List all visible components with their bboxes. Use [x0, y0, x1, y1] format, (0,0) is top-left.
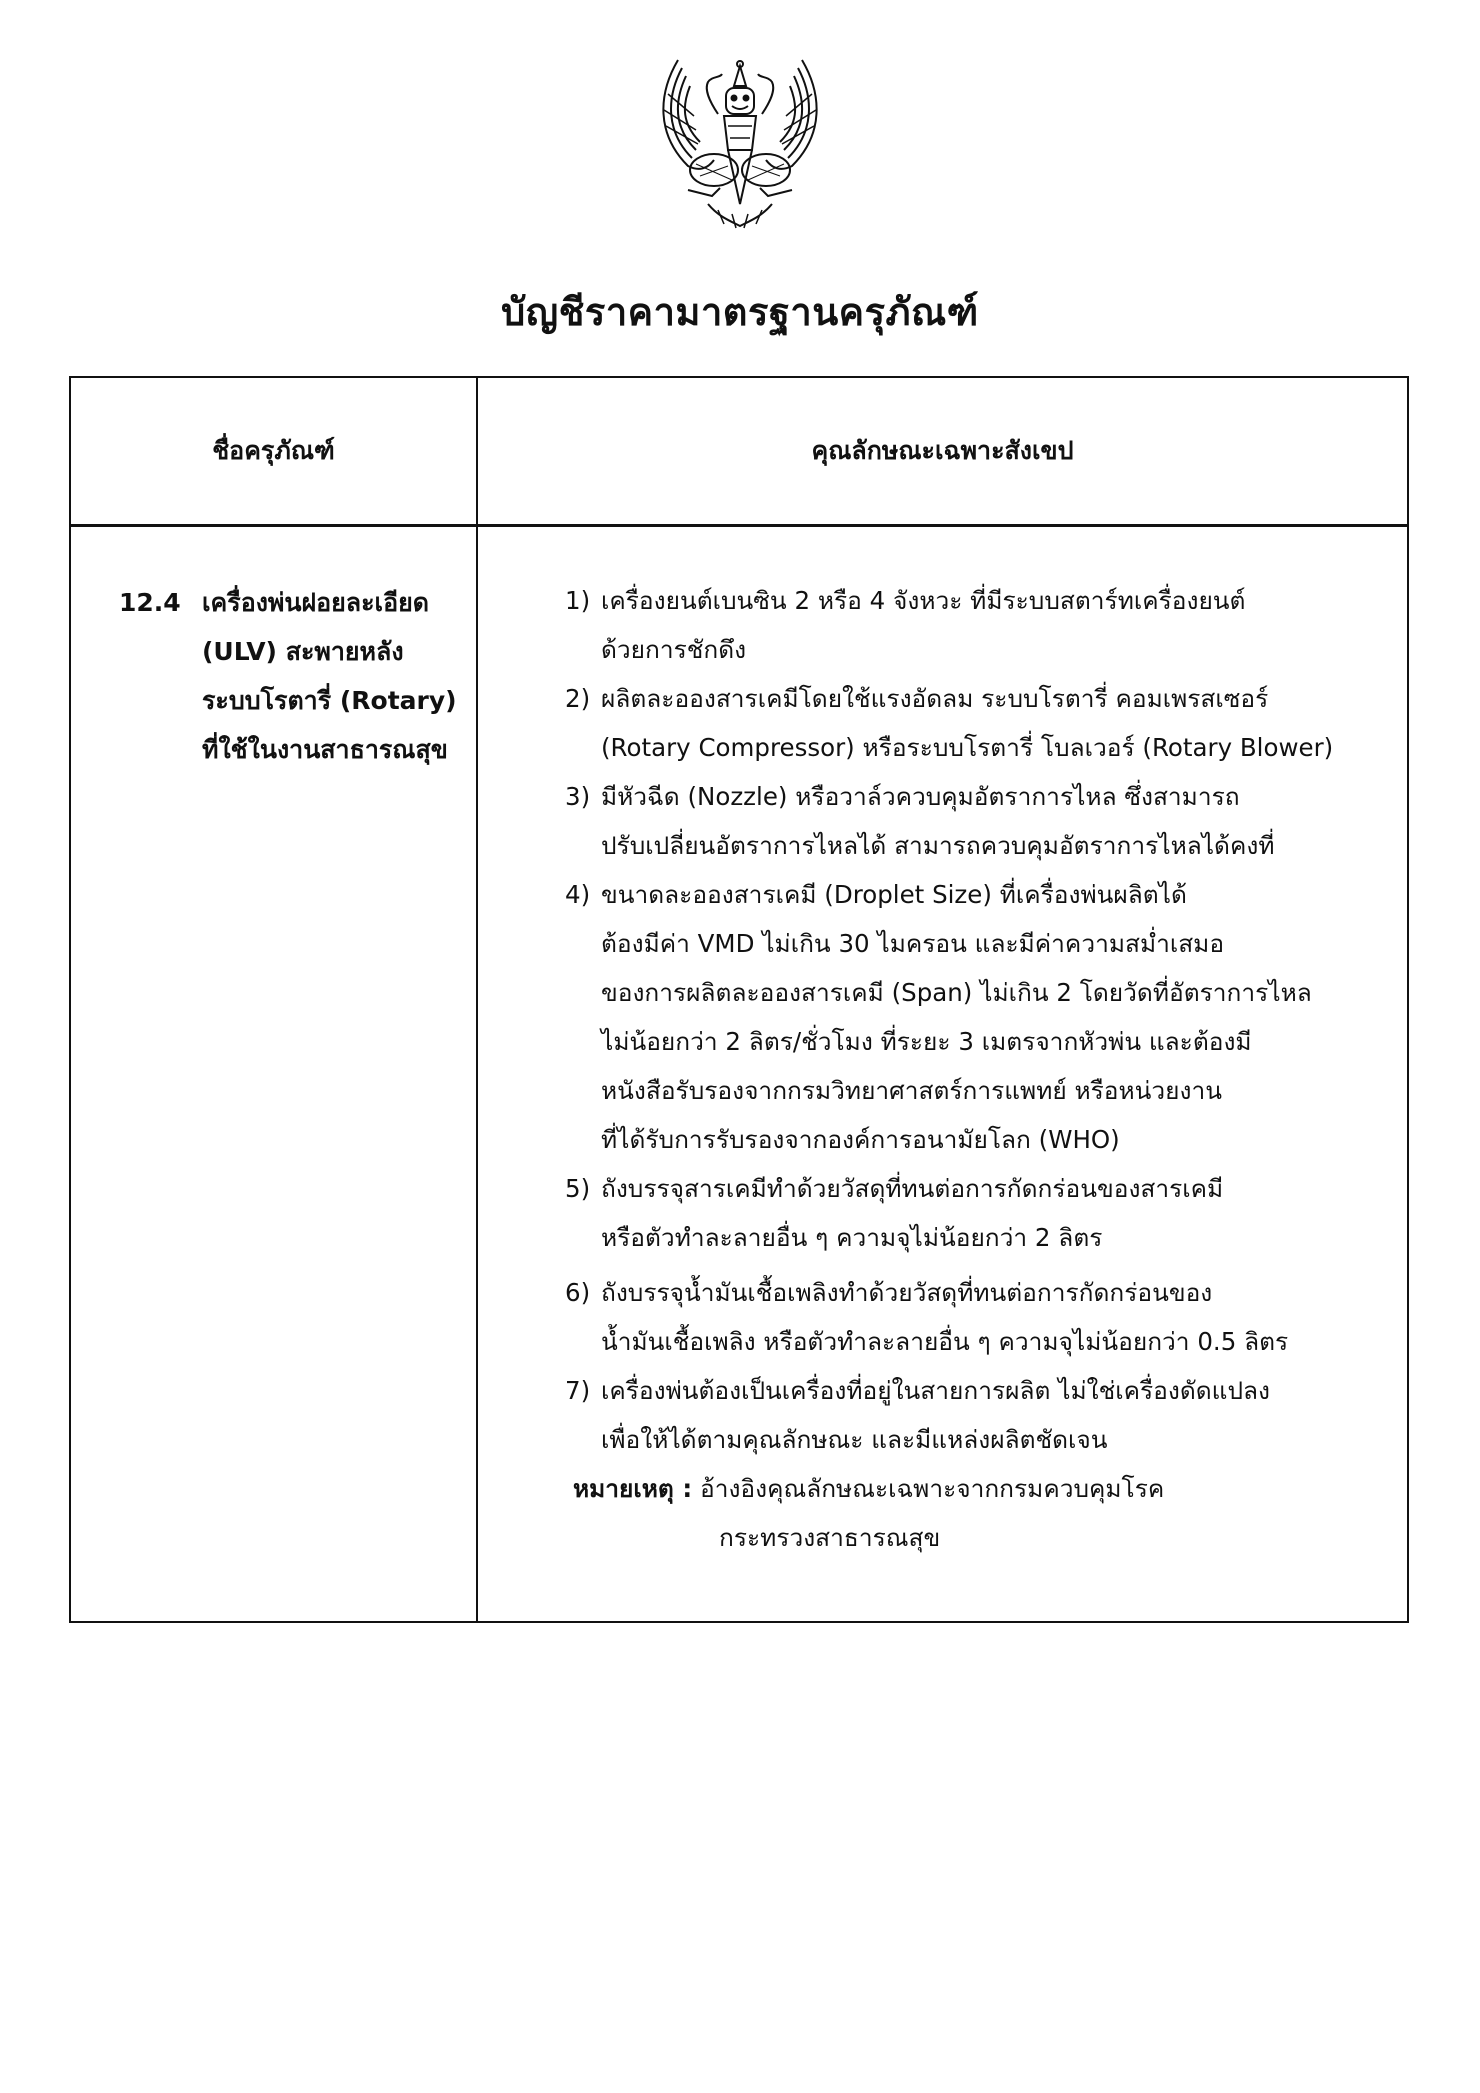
equipment-name-cell — [119, 578, 469, 774]
spec-line: ถังบรรจุน้ำมันเชื้อเพลิงทำด้วยวัสดุที่ทนต่อการกัดกร่อนของ — [601, 1278, 1213, 1307]
item-name-line: เครื่องพ่นฝอยละเอียด — [202, 588, 429, 617]
spec-marker: 5) — [565, 1174, 591, 1203]
remark-label: หมายเหตุ : — [573, 1474, 693, 1503]
spec-line: ขนาดละอองสารเคมี (Droplet Size) ที่เครื่องพ่นผลิตได้ — [601, 880, 1187, 909]
spec-item-7 — [565, 1366, 1395, 1464]
remark-text: กระทรวงสาธารณสุข — [719, 1523, 941, 1552]
spec-item-3 — [565, 772, 1395, 870]
spec-marker: 1) — [565, 586, 591, 615]
spec-marker: 7) — [565, 1376, 591, 1405]
spec-line: ที่ได้รับการรับรองจากองค์การอนามัยโลก (WHO) — [601, 1125, 1120, 1154]
item-name-line: (ULV) สะพายหลัง — [202, 637, 404, 666]
item-name-line: ระบบโรตารี่ (Rotary) — [202, 686, 457, 715]
spec-marker: 2) — [565, 684, 591, 713]
spec-item-1 — [565, 576, 1395, 674]
spec-item-6 — [565, 1268, 1395, 1366]
item-name-line: ที่ใช้ในงานสาธารณสุข — [202, 735, 448, 764]
spec-line: ต้องมีค่า VMD ไม่เกิน 30 ไมครอน และมีค่าความสม่ำเสมอ — [601, 929, 1225, 958]
spec-line: เครื่องยนต์เบนซิน 2 หรือ 4 จังหวะ ที่มีระบบสตาร์ทเครื่องยนต์ — [601, 586, 1246, 615]
spec-line: ผลิตละอองสารเคมีโดยใช้แรงอัดลม ระบบโรตารี่ คอมเพรสเซอร์ — [601, 684, 1269, 713]
spec-line: ของการผลิตละอองสารเคมี (Span) ไม่เกิน 2 โดยวัดที่อัตราการไหล — [601, 978, 1312, 1007]
spec-line: ปรับเปลี่ยนอัตราการไหลได้ สามารถควบคุมอัตราการไหลได้คงที่ — [601, 831, 1275, 860]
spec-line: (Rotary Compressor) หรือระบบโรตารี่ โบลเวอร์ (Rotary Blower) — [601, 733, 1334, 762]
spec-item-4 — [565, 870, 1395, 1164]
spec-line: ไม่น้อยกว่า 2 ลิตร/ชั่วโมง ที่ระยะ 3 เมตรจากหัวพ่น และต้องมี — [601, 1027, 1252, 1056]
spec-marker: 3) — [565, 782, 591, 811]
spec-line: หรือตัวทำละลายอื่น ๆ ความจุไม่น้อยกว่า 2 ลิตร — [601, 1223, 1103, 1252]
spec-item-5 — [565, 1164, 1395, 1262]
spec-line: เพื่อให้ได้ตามคุณลักษณะ และมีแหล่งผลิตชัดเจน — [601, 1425, 1108, 1454]
column-divider — [476, 378, 478, 1621]
spec-item-2 — [565, 674, 1395, 772]
spec-line: หนังสือรับรองจากกรมวิทยาศาสตร์การแพทย์ หรือหน่วยงาน — [601, 1076, 1223, 1105]
remark-text: อ้างอิงคุณลักษณะเฉพาะจากกรมควบคุมโรค — [699, 1474, 1165, 1503]
garuda-emblem-icon — [648, 54, 832, 234]
specification-list — [565, 576, 1395, 1562]
spec-line: น้ำมันเชื้อเพลิง หรือตัวทำละลายอื่น ๆ ความจุไม่น้อยกว่า 0.5 ลิตร — [601, 1327, 1289, 1356]
spec-line: เครื่องพ่นต้องเป็นเครื่องที่อยู่ในสายการผลิต ไม่ใช่เครื่องดัดแปลง — [601, 1376, 1270, 1405]
spec-line: มีหัวฉีด (Nozzle) หรือวาล์วควบคุมอัตราการไหล ซึ่งสามารถ — [601, 782, 1240, 811]
remark-note — [573, 1464, 1395, 1562]
spec-line: ด้วยการชักดึง — [601, 635, 747, 664]
item-number: 12.4 — [119, 588, 181, 617]
spec-marker: 6) — [565, 1278, 591, 1307]
document-title: บัญชีราคามาตรฐานครุภัณฑ์ — [501, 290, 979, 334]
spec-line: ถังบรรจุสารเคมีทำด้วยวัสดุที่ทนต่อการกัดกร่อนของสารเคมี — [601, 1174, 1224, 1203]
header-specification: คุณลักษณะเฉพาะสังเขป — [811, 436, 1074, 465]
header-divider — [71, 524, 1407, 527]
spec-marker: 4) — [565, 880, 591, 909]
header-equipment-name: ชื่อครุภัณฑ์ — [212, 436, 335, 465]
